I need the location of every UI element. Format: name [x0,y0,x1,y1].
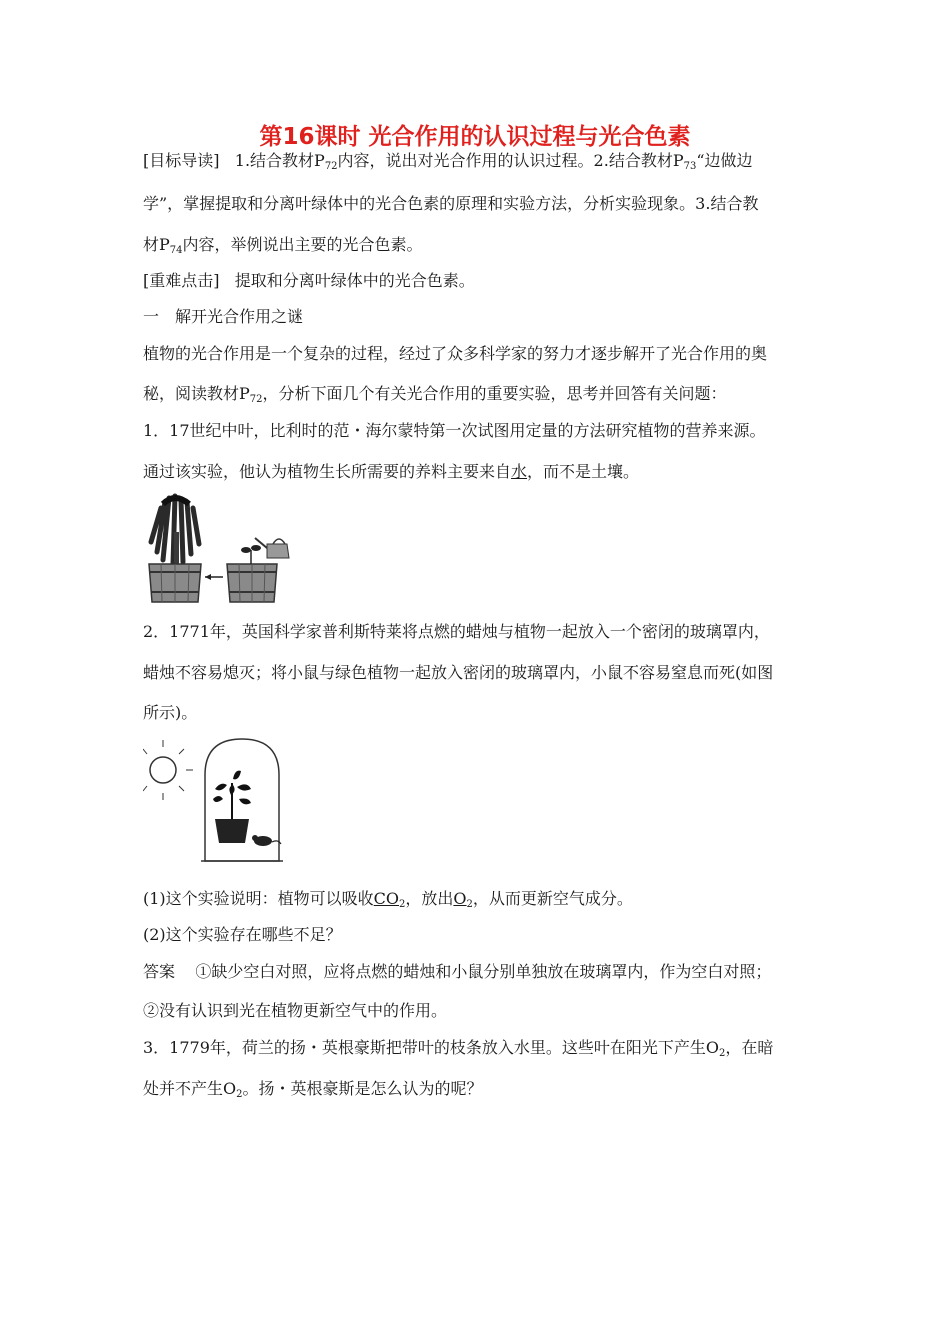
answer-line-2: ②没有认识到光在植物更新空气中的作用。 [143,1001,448,1020]
mouse-image [252,835,281,846]
goals-line-3: 材$P_{74}$内容，举例说出主要的光合色素。 [143,235,423,256]
key-points-label: [重难点击] [143,271,220,290]
page-title: 第16课时 光合作用的认识过程与光合色素 [259,124,691,150]
item2-line-2: 蜡烛不容易熄灭；将小鼠与绿色植物一起放入密闭的玻璃罩内，小鼠不容易窒息而死(如图 [143,663,774,682]
bell-jar-experiment-figure [143,735,288,865]
answer-o2: $O_2$ [453,889,473,910]
willow-experiment-figure [143,492,298,607]
item2-line-3: 所示)。 [143,703,198,722]
left-barrel-image [149,564,201,602]
answer-water: 水 [511,462,528,481]
goals-line-1: [目标导读] 1.结合教材$P_{72}$内容，说出对光合作用的认识过程。2.结合教材$P_{73}“$边做边 [143,151,753,172]
goals-line-2: 学”，掌握提取和分离叶绿体中的光合色素的原理和实验方法，分析实验现象。3.结合教 [143,194,759,213]
question-1: (1)这个实验说明：植物可以吸收$CO_2$，放出$O_2$，从而更新空气成分。 [143,889,633,910]
answer-label: 答案 [143,962,176,981]
willow-tree-image [151,496,199,564]
question-2: (2)这个实验存在哪些不足？ [143,925,342,944]
arrow-left-icon [205,574,223,580]
answer-line-1: 答案 ①缺少空白对照，应将点燃的蜡烛和小鼠分别单独放在玻璃罩内，作为空白对照； [143,962,772,981]
sun-icon [143,740,193,800]
item1-line-1: 1．17世纪中叶，比利时的范・海尔蒙特第一次试图用定量的方法研究植物的营养来源。 [143,421,766,440]
goals-label: [目标导读] [143,151,220,170]
intro-line-1: 植物的光合作用是一个复杂的过程，经过了众多科学家的努力才逐步解开了光合作用的奥 [143,344,768,363]
item1-line-2: 通过该实验，他认为植物生长所需要的养料主要来自水，而不是土壤。 [143,462,640,481]
answer-co2: $CO_2$ [373,889,406,910]
intro-line-2: 秘，阅读教材$P_{72}$，分析下面几个有关光合作用的重要实验，思考并回答有关问题： [143,384,727,405]
item2-line-1: 2．1771年，英国科学家普利斯特莱将点燃的蜡烛与植物一起放入一个密闭的玻璃罩内， [143,622,770,641]
item3-line-1: 3．1779年，荷兰的扬・英根豪斯把带叶的枝条放入水里。这些叶在阳光下产生$O_2$，在暗 [143,1038,774,1059]
section-heading: 一 解开光合作用之谜 [143,307,304,326]
key-points-line: [重难点击] 提取和分离叶绿体中的光合色素。 [143,271,475,290]
item3-line-2: 处并不产生$O_2$。扬・英根豪斯是怎么认为的呢？ [143,1079,483,1100]
potted-plant-image [213,771,251,843]
